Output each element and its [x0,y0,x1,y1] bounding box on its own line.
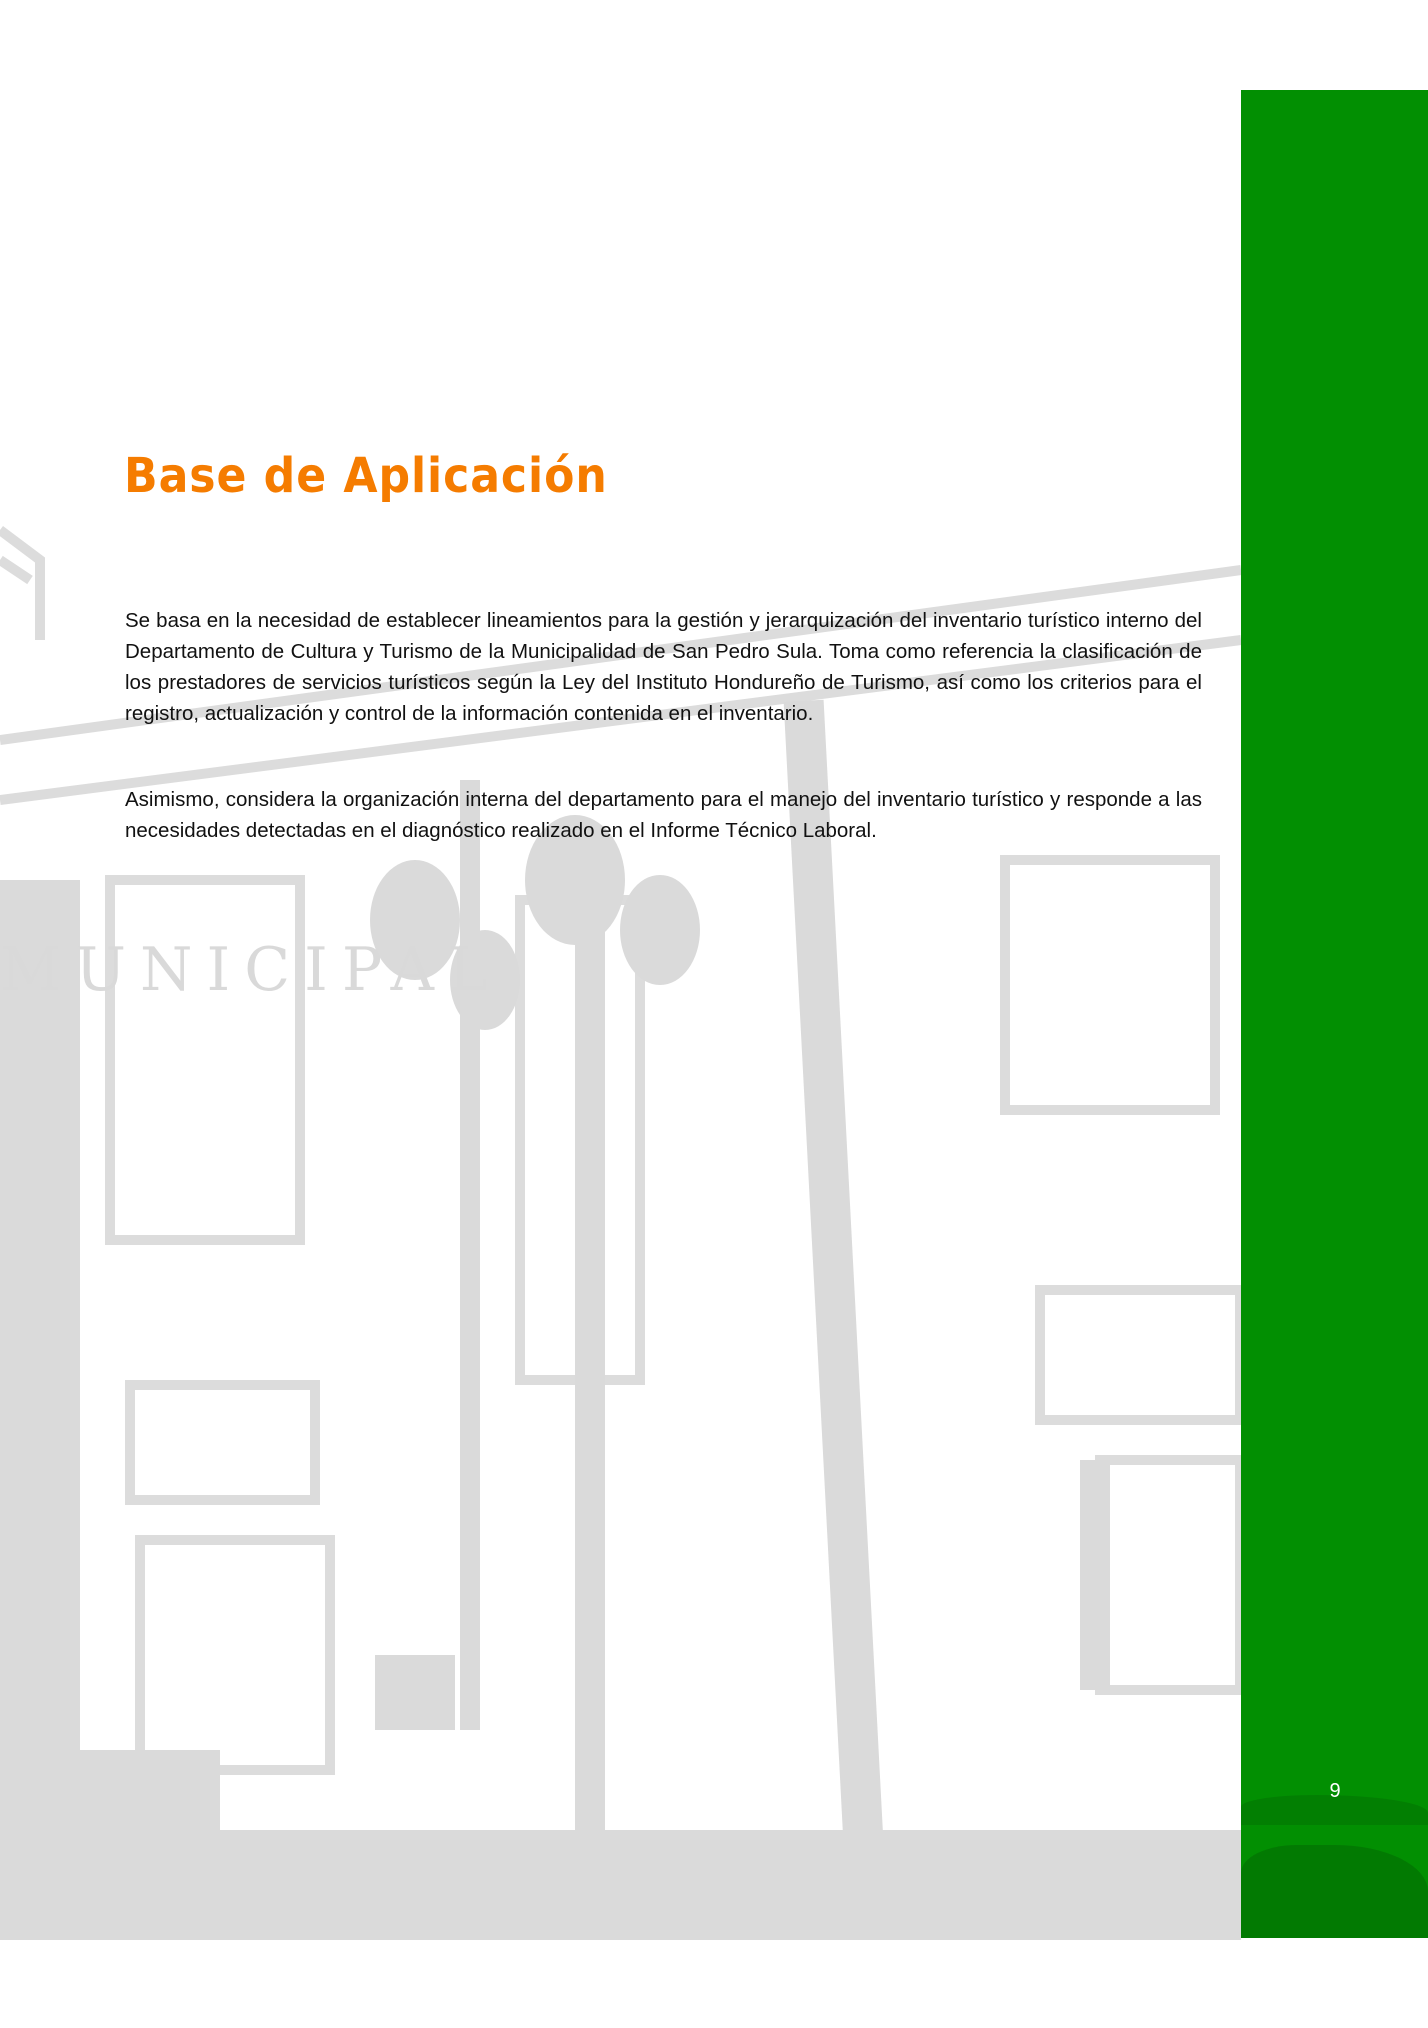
background-lettering: MUNICIPAL [0,935,502,1005]
paragraph: Se basa en la necesidad de establecer lineamientos para la gestión y jerarquización del inventario turístico interno del Departamento de Cultura y Turismo de la Municipalidad de San Pedro Sula. Toma como referencia la clasificación de los prestadores de servicios turísticos según la Ley del Instituto Hondureño de Turismo, así como los criterios para el registro, actualización y control de la información contenida en el inventario. [125,609,1202,725]
page-title: Base de Aplicación [124,448,608,504]
side-panel [1241,90,1428,1938]
side-panel-wave [1241,1845,1428,1938]
paragraph: Asimismo, considera la organización interna del departamento para el manejo del inventario turístico y responde a las necesidades detectadas en el diagnóstico realizado en el Informe Técnico Laboral. [125,788,1202,842]
page-number: 9 [1329,1780,1341,1802]
